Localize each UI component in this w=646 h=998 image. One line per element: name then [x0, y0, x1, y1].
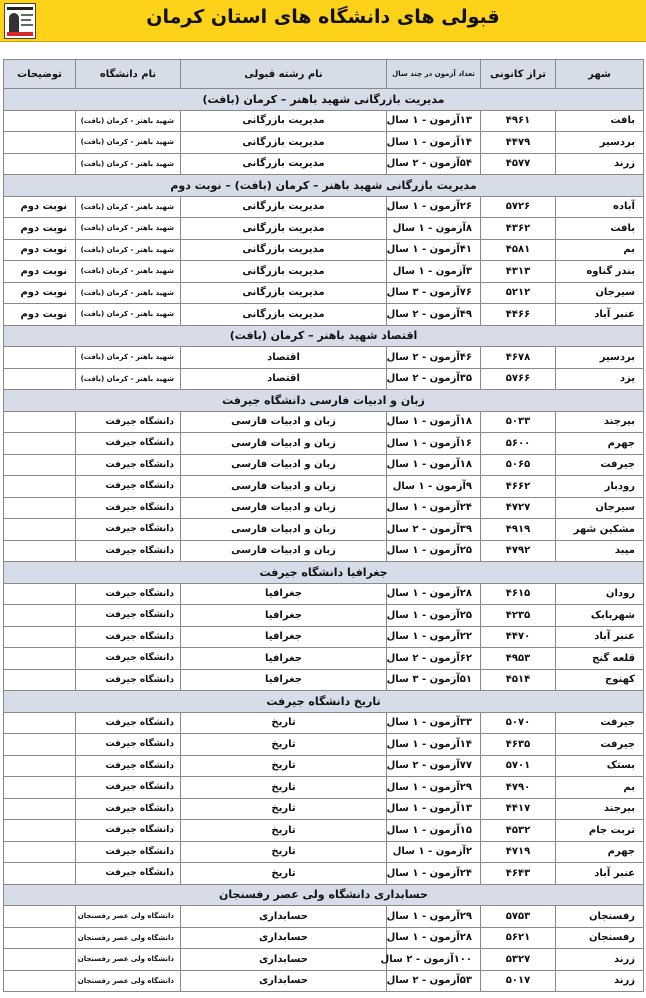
- cell-exam: ۲۴آزمون - ۱ سال: [387, 863, 481, 885]
- cell-field: مدیریت بازرگانی: [181, 153, 387, 175]
- cell-score: ۵۷۶۶: [481, 368, 556, 390]
- cell-exam: ۳۵آزمون - ۲ سال: [387, 368, 481, 390]
- cell-notes: [4, 497, 76, 519]
- table-header-row: [4, 60, 644, 89]
- table-row: [4, 583, 644, 605]
- cell-notes: [4, 863, 76, 885]
- cell-exam: ۴۱آزمون - ۱ سال: [387, 239, 481, 261]
- cell-university: دانشگاه جیرفت: [76, 863, 181, 885]
- cell-exam: ۵۱آزمون - ۳ سال: [387, 669, 481, 691]
- cell-notes: [4, 626, 76, 648]
- cell-score: ۴۴۶۶: [481, 304, 556, 326]
- table-row: [4, 798, 644, 820]
- cell-exam: ۲۶آزمون - ۱ سال: [387, 196, 481, 218]
- table-row: [4, 110, 644, 132]
- cell-notes: [4, 712, 76, 734]
- cell-city: مشکین شهر: [556, 519, 644, 541]
- cell-exam: ۷۶آزمون - ۳ سال: [387, 282, 481, 304]
- cell-score: ۴۶۴۳: [481, 863, 556, 885]
- cell-score: ۴۴۱۷: [481, 798, 556, 820]
- cell-university: دانشگاه ولی عصر رفسنجان: [76, 906, 181, 928]
- cell-university: دانشگاه جیرفت: [76, 454, 181, 476]
- cell-field: جغرافیا: [181, 626, 387, 648]
- section-header-row: [4, 390, 644, 412]
- cell-city: عنبر آباد: [556, 626, 644, 648]
- cell-notes: نوبت دوم: [4, 218, 76, 240]
- cell-notes: [4, 368, 76, 390]
- cell-exam: ۳آزمون - ۱ سال: [387, 261, 481, 283]
- cell-university: دانشگاه جیرفت: [76, 540, 181, 562]
- cell-city: شهربابک: [556, 605, 644, 627]
- table-row: [4, 433, 644, 455]
- section-title: اقتصاد شهید باهنر – کرمان (بافت): [4, 325, 644, 347]
- cell-field: زبان و ادبیات فارسی: [181, 519, 387, 541]
- cell-exam: ۱۴آزمون - ۱ سال: [387, 734, 481, 756]
- cell-field: مدیریت بازرگانی: [181, 218, 387, 240]
- cell-field: مدیریت بازرگانی: [181, 282, 387, 304]
- cell-city: بیرجند: [556, 411, 644, 433]
- cell-city: بیرجند: [556, 798, 644, 820]
- cell-exam: ۵۳آزمون - ۲ سال: [387, 970, 481, 992]
- cell-exam: ۶۲آزمون - ۲ سال: [387, 648, 481, 670]
- cell-university: دانشگاه جیرفت: [76, 433, 181, 455]
- cell-score: ۵۰۱۷: [481, 970, 556, 992]
- cell-notes: [4, 347, 76, 369]
- cell-notes: نوبت دوم: [4, 282, 76, 304]
- cell-notes: [4, 540, 76, 562]
- cell-city: سیرجان: [556, 497, 644, 519]
- cell-university: دانشگاه ولی عصر رفسنجان: [76, 970, 181, 992]
- table-row: [4, 519, 644, 541]
- cell-notes: [4, 433, 76, 455]
- table-row: [4, 906, 644, 928]
- cell-notes: [4, 411, 76, 433]
- cell-score: ۴۷۹۰: [481, 777, 556, 799]
- cell-notes: [4, 798, 76, 820]
- cell-field: مدیریت بازرگانی: [181, 132, 387, 154]
- cell-notes: [4, 648, 76, 670]
- cell-field: اقتصاد: [181, 368, 387, 390]
- header-exam: تعداد آزمون در چند سال: [387, 60, 481, 89]
- cell-city: جیرفت: [556, 712, 644, 734]
- cell-university: دانشگاه جیرفت: [76, 798, 181, 820]
- cell-score: ۴۹۶۱: [481, 110, 556, 132]
- cell-field: زبان و ادبیات فارسی: [181, 540, 387, 562]
- cell-city: بم: [556, 777, 644, 799]
- cell-exam: ۱۵آزمون - ۱ سال: [387, 820, 481, 842]
- cell-exam: ۲۸آزمون - ۱ سال: [387, 583, 481, 605]
- cell-notes: [4, 583, 76, 605]
- table-row: [4, 153, 644, 175]
- cell-score: ۵۰۳۳: [481, 411, 556, 433]
- cell-university: شهید باهنر - کرمان (بافت): [76, 347, 181, 369]
- table-row: [4, 476, 644, 498]
- cell-university: دانشگاه ولی عصر رفسنجان: [76, 949, 181, 971]
- cell-exam: ۱۸آزمون - ۱ سال: [387, 454, 481, 476]
- cell-field: تاریخ: [181, 712, 387, 734]
- cell-university: شهید باهنر - کرمان (بافت): [76, 304, 181, 326]
- header-notes: توضیحات: [4, 60, 76, 89]
- cell-exam: ۲۴آزمون - ۱ سال: [387, 497, 481, 519]
- cell-notes: [4, 906, 76, 928]
- table-row: [4, 411, 644, 433]
- cell-notes: [4, 605, 76, 627]
- cell-university: دانشگاه جیرفت: [76, 777, 181, 799]
- cell-score: ۴۵۱۴: [481, 669, 556, 691]
- cell-city: عنبر آباد: [556, 304, 644, 326]
- cell-exam: ۱۴آزمون - ۱ سال: [387, 132, 481, 154]
- cell-exam: ۲آزمون - ۱ سال: [387, 841, 481, 863]
- table-row: [4, 970, 644, 992]
- cell-score: ۵۶۰۰: [481, 433, 556, 455]
- table-row: [4, 626, 644, 648]
- table-row: [4, 132, 644, 154]
- cell-university: شهید باهنر - کرمان (بافت): [76, 239, 181, 261]
- table-row: [4, 261, 644, 283]
- cell-university: شهید باهنر - کرمان (بافت): [76, 110, 181, 132]
- cell-field: زبان و ادبیات فارسی: [181, 454, 387, 476]
- cell-score: ۴۹۱۹: [481, 519, 556, 541]
- cell-city: زرند: [556, 949, 644, 971]
- cell-notes: [4, 669, 76, 691]
- cell-exam: ۸آزمون - ۱ سال: [387, 218, 481, 240]
- cell-field: مدیریت بازرگانی: [181, 239, 387, 261]
- table-body: [4, 89, 644, 992]
- cell-score: ۴۶۷۸: [481, 347, 556, 369]
- cell-university: دانشگاه جیرفت: [76, 411, 181, 433]
- table-row: [4, 927, 644, 949]
- table-row: [4, 949, 644, 971]
- cell-notes: [4, 970, 76, 992]
- cell-university: دانشگاه جیرفت: [76, 712, 181, 734]
- section-title: جغرافیا دانشگاه جیرفت: [4, 562, 644, 584]
- cell-exam: ۱۳آزمون - ۱ سال: [387, 110, 481, 132]
- cell-field: حسابداری: [181, 970, 387, 992]
- section-header-row: [4, 325, 644, 347]
- cell-field: مدیریت بازرگانی: [181, 304, 387, 326]
- cell-score: ۴۳۶۲: [481, 218, 556, 240]
- cell-city: سیرجان: [556, 282, 644, 304]
- cell-city: زرند: [556, 153, 644, 175]
- admissions-table: [3, 59, 644, 992]
- cell-score: ۴۵۸۱: [481, 239, 556, 261]
- page-title: قبولی های دانشگاه های استان کرمان: [146, 6, 500, 28]
- cell-notes: نوبت دوم: [4, 196, 76, 218]
- cell-city: بم: [556, 239, 644, 261]
- cell-score: ۴۷۹۲: [481, 540, 556, 562]
- cell-university: دانشگاه جیرفت: [76, 820, 181, 842]
- cell-score: ۴۹۵۳: [481, 648, 556, 670]
- cell-field: تاریخ: [181, 841, 387, 863]
- cell-notes: [4, 132, 76, 154]
- cell-university: شهید باهنر - کرمان (بافت): [76, 368, 181, 390]
- cell-score: ۴۶۶۲: [481, 476, 556, 498]
- cell-field: تاریخ: [181, 755, 387, 777]
- cell-field: جغرافیا: [181, 583, 387, 605]
- cell-exam: ۵۴آزمون - ۲ سال: [387, 153, 481, 175]
- cell-university: دانشگاه جیرفت: [76, 497, 181, 519]
- header-university: نام دانشگاه: [76, 60, 181, 89]
- cell-notes: [4, 755, 76, 777]
- cell-notes: نوبت دوم: [4, 239, 76, 261]
- cell-score: ۵۰۶۵: [481, 454, 556, 476]
- cell-exam: ۲۵آزمون - ۱ سال: [387, 540, 481, 562]
- cell-notes: [4, 476, 76, 498]
- cell-field: جغرافیا: [181, 669, 387, 691]
- cell-field: زبان و ادبیات فارسی: [181, 476, 387, 498]
- cell-city: جیرفت: [556, 454, 644, 476]
- cell-university: دانشگاه جیرفت: [76, 626, 181, 648]
- header-city: شهر: [556, 60, 644, 89]
- cell-university: شهید باهنر - کرمان (بافت): [76, 218, 181, 240]
- cell-field: زبان و ادبیات فارسی: [181, 497, 387, 519]
- cell-score: ۴۷۱۹: [481, 841, 556, 863]
- cell-score: ۴۴۷۰: [481, 626, 556, 648]
- cell-field: تاریخ: [181, 798, 387, 820]
- cell-university: شهید باهنر - کرمان (بافت): [76, 261, 181, 283]
- cell-exam: ۱۰۰آزمون - ۲ سال: [387, 949, 481, 971]
- cell-score: ۵۰۷۰: [481, 712, 556, 734]
- cell-field: تاریخ: [181, 734, 387, 756]
- cell-university: دانشگاه جیرفت: [76, 519, 181, 541]
- cell-city: جهرم: [556, 433, 644, 455]
- cell-field: تاریخ: [181, 777, 387, 799]
- cell-city: عنبر آباد: [556, 863, 644, 885]
- table-row: [4, 841, 644, 863]
- cell-notes: [4, 820, 76, 842]
- table-row: [4, 605, 644, 627]
- cell-university: دانشگاه جیرفت: [76, 648, 181, 670]
- table-row: [4, 497, 644, 519]
- cell-city: آباده: [556, 196, 644, 218]
- table-row: [4, 454, 644, 476]
- cell-city: بافت: [556, 218, 644, 240]
- cell-exam: ۲۸آزمون - ۱ سال: [387, 927, 481, 949]
- table-row: [4, 304, 644, 326]
- cell-exam: ۳۳آزمون - ۱ سال: [387, 712, 481, 734]
- cell-university: دانشگاه جیرفت: [76, 734, 181, 756]
- table-row: [4, 712, 644, 734]
- cell-score: ۴۶۱۵: [481, 583, 556, 605]
- table-row: [4, 347, 644, 369]
- section-title: مدیریت بازرگانی شهید باهنر – کرمان (بافت) – نوبت دوم: [4, 175, 644, 197]
- cell-city: تربت جام: [556, 820, 644, 842]
- cell-exam: ۱۶آزمون - ۱ سال: [387, 433, 481, 455]
- cell-city: رفسنجان: [556, 927, 644, 949]
- cell-university: دانشگاه جیرفت: [76, 755, 181, 777]
- section-header-row: [4, 884, 644, 906]
- cell-city: کهنوج: [556, 669, 644, 691]
- cell-notes: [4, 949, 76, 971]
- cell-score: ۴۴۷۹: [481, 132, 556, 154]
- cell-field: زبان و ادبیات فارسی: [181, 411, 387, 433]
- section-title: مدیریت بازرگانی شهید باهنر – کرمان (بافت): [4, 89, 644, 111]
- cell-field: اقتصاد: [181, 347, 387, 369]
- cell-field: تاریخ: [181, 820, 387, 842]
- cell-exam: ۷۷آزمون - ۲ سال: [387, 755, 481, 777]
- cell-exam: ۱۸آزمون - ۱ سال: [387, 411, 481, 433]
- cell-field: حسابداری: [181, 949, 387, 971]
- cell-notes: [4, 734, 76, 756]
- cell-notes: نوبت دوم: [4, 304, 76, 326]
- section-header-row: [4, 691, 644, 713]
- table-row: [4, 755, 644, 777]
- cell-score: ۴۵۳۲: [481, 820, 556, 842]
- cell-notes: [4, 519, 76, 541]
- cell-university: دانشگاه جیرفت: [76, 583, 181, 605]
- cell-notes: [4, 110, 76, 132]
- cell-university: شهید باهنر - کرمان (بافت): [76, 196, 181, 218]
- cell-score: ۴۳۱۳: [481, 261, 556, 283]
- cell-notes: نوبت دوم: [4, 261, 76, 283]
- cell-notes: [4, 927, 76, 949]
- cell-university: دانشگاه جیرفت: [76, 476, 181, 498]
- cell-university: شهید باهنر - کرمان (بافت): [76, 132, 181, 154]
- cell-city: بافت: [556, 110, 644, 132]
- section-title: زبان و ادبیات فارسی دانشگاه جیرفت: [4, 390, 644, 412]
- cell-city: زرند: [556, 970, 644, 992]
- table-row: [4, 282, 644, 304]
- cell-university: دانشگاه جیرفت: [76, 841, 181, 863]
- cell-exam: ۲۵آزمون - ۱ سال: [387, 605, 481, 627]
- cell-score: ۵۷۰۱: [481, 755, 556, 777]
- cell-exam: ۲۹آزمون - ۱ سال: [387, 906, 481, 928]
- cell-university: شهید باهنر - کرمان (بافت): [76, 282, 181, 304]
- section-title: تاریخ دانشگاه جیرفت: [4, 691, 644, 713]
- section-header-row: [4, 175, 644, 197]
- cell-exam: ۲۲آزمون - ۱ سال: [387, 626, 481, 648]
- table-row: [4, 820, 644, 842]
- cell-score: ۵۳۲۷: [481, 949, 556, 971]
- cell-field: مدیریت بازرگانی: [181, 196, 387, 218]
- cell-field: حسابداری: [181, 927, 387, 949]
- table-row: [4, 648, 644, 670]
- cell-field: زبان و ادبیات فارسی: [181, 433, 387, 455]
- cell-city: بستک: [556, 755, 644, 777]
- header-score: تراز کانونی: [481, 60, 556, 89]
- cell-city: یزد: [556, 368, 644, 390]
- cell-city: رودان: [556, 583, 644, 605]
- cell-city: بردسیر: [556, 347, 644, 369]
- cell-field: جغرافیا: [181, 605, 387, 627]
- cell-university: دانشگاه جیرفت: [76, 669, 181, 691]
- cell-exam: ۲۹آزمون - ۱ سال: [387, 777, 481, 799]
- table-row: [4, 734, 644, 756]
- section-header-row: [4, 562, 644, 584]
- table-row: [4, 196, 644, 218]
- cell-notes: [4, 454, 76, 476]
- cell-field: مدیریت بازرگانی: [181, 110, 387, 132]
- table-row: [4, 540, 644, 562]
- cell-score: ۴۷۲۷: [481, 497, 556, 519]
- section-header-row: [4, 89, 644, 111]
- table-row: [4, 218, 644, 240]
- header-field: نام رشته قبولی: [181, 60, 387, 89]
- cell-city: بردسیر: [556, 132, 644, 154]
- cell-exam: ۱۳آزمون - ۱ سال: [387, 798, 481, 820]
- cell-city: بندر گناوه: [556, 261, 644, 283]
- cell-city: میبد: [556, 540, 644, 562]
- cell-notes: [4, 841, 76, 863]
- cell-university: دانشگاه ولی عصر رفسنجان: [76, 927, 181, 949]
- cell-score: ۵۶۲۱: [481, 927, 556, 949]
- cell-city: جهرم: [556, 841, 644, 863]
- cell-city: قلعه گنج: [556, 648, 644, 670]
- cell-field: مدیریت بازرگانی: [181, 261, 387, 283]
- table-row: [4, 368, 644, 390]
- cell-notes: [4, 153, 76, 175]
- cell-exam: ۴۶آزمون - ۲ سال: [387, 347, 481, 369]
- cell-exam: ۳۹آزمون - ۲ سال: [387, 519, 481, 541]
- title-banner: [0, 0, 646, 42]
- cell-exam: ۹آزمون - ۱ سال: [387, 476, 481, 498]
- cell-score: ۵۲۱۲: [481, 282, 556, 304]
- table-row: [4, 863, 644, 885]
- admissions-table-wrapper: [3, 59, 643, 992]
- cell-score: ۵۷۵۳: [481, 906, 556, 928]
- cell-university: شهید باهنر - کرمان (بافت): [76, 153, 181, 175]
- cell-city: جیرفت: [556, 734, 644, 756]
- cell-score: ۴۲۳۵: [481, 605, 556, 627]
- cell-score: ۴۶۳۵: [481, 734, 556, 756]
- cell-notes: [4, 777, 76, 799]
- cell-city: رودبار: [556, 476, 644, 498]
- table-row: [4, 669, 644, 691]
- cell-field: حسابداری: [181, 906, 387, 928]
- cell-score: ۵۷۲۶: [481, 196, 556, 218]
- cell-city: رفسنجان: [556, 906, 644, 928]
- cell-exam: ۴۹آزمون - ۲ سال: [387, 304, 481, 326]
- section-title: حسابداری دانشگاه ولی عصر رفسنجان: [4, 884, 644, 906]
- table-row: [4, 239, 644, 261]
- cell-score: ۴۵۷۷: [481, 153, 556, 175]
- table-row: [4, 777, 644, 799]
- cell-field: تاریخ: [181, 863, 387, 885]
- cell-university: دانشگاه جیرفت: [76, 605, 181, 627]
- cell-field: جغرافیا: [181, 648, 387, 670]
